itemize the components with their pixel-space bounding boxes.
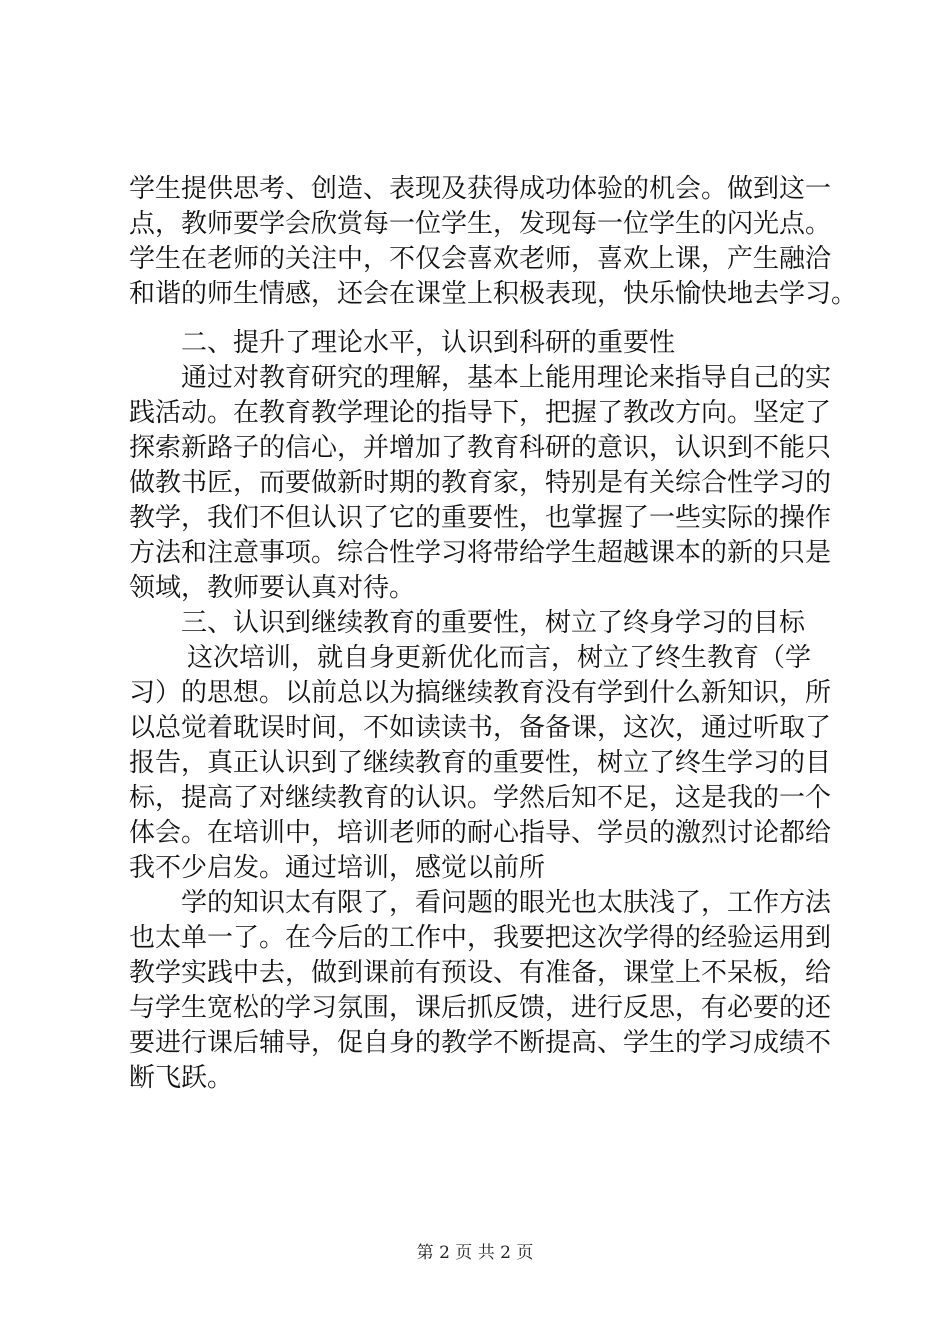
text-line: 这次培训，就自身更新优化而言，树立了终生教育（学: [187, 643, 812, 673]
text-line: 教学实践中去，做到课前有预设、有准备，课堂上不呆板，给: [129, 958, 832, 988]
text-line: 践活动。在教育教学理论的指导下，把握了教改方向。坚定了: [129, 398, 832, 428]
text-line: 和谐的师生情感，还会在课堂上积极表现，快乐愉快地去学习。: [129, 279, 858, 309]
text-line: 教学，我们不但认识了它的重要性，也掌握了一些实际的操作: [129, 503, 832, 533]
section-heading: 三、认识到继续教育的重要性，树立了终身学习的目标: [181, 608, 806, 638]
text-line: 断飞跃。: [129, 1063, 234, 1093]
text-line: 学生提供思考、创造、表现及获得成功体验的机会。做到这一: [129, 174, 832, 204]
paragraph-4: [129, 886, 849, 1096]
text-line: 报告，真正认识到了继续教育的重要性，树立了终生学习的目: [129, 748, 832, 778]
page-footer: 第 2 页 共 2 页: [416, 1243, 534, 1263]
paragraph-1: [129, 172, 858, 312]
text-line: 做教书匠，而要做新时期的教育家，特别是有关综合性学习的: [129, 468, 832, 498]
text-line: 学生在老师的关注中，不仅会喜欢老师，喜欢上课，产生融洽: [129, 244, 832, 274]
section-heading: 二、提升了理论水平，认识到科研的重要性: [181, 328, 676, 358]
section-3: [129, 606, 849, 886]
text-line: 与学生宽松的学习氛围，课后抓反馈，进行反思，有必要的还: [129, 993, 832, 1023]
text-line: 点，教师要学会欣赏每一位学生，发现每一位学生的闪光点。: [129, 209, 832, 239]
text-line: 方法和注意事项。综合性学习将带给学生超越课本的新的只是: [129, 538, 832, 568]
text-line: 以总觉着耽误时间，不如读读书，备备课，这次，通过听取了: [129, 713, 832, 743]
text-line: 习）的思想。以前总以为搞继续教育没有学到什么新知识，所: [129, 678, 832, 708]
text-line: 也太单一了。在今后的工作中，我要把这次学得的经验运用到: [129, 923, 832, 953]
text-line: 探索新路子的信心，并增加了教育科研的意识，认识到不能只: [129, 433, 832, 463]
section-2: [129, 326, 849, 606]
text-line: 学的知识太有限了，看问题的眼光也太肤浅了，工作方法: [181, 888, 832, 918]
text-line: 标，提高了对继续教育的认识。学然后知不足，这是我的一个: [129, 783, 832, 813]
text-line: 体会。在培训中，培训老师的耐心指导、学员的激烈讨论都给: [129, 818, 832, 848]
text-line: 我不少启发。通过培训，感觉以前所: [129, 853, 546, 883]
text-line: 领域，教师要认真对待。: [129, 573, 416, 603]
text-line: 要进行课后辅导，促自身的教学不断提高、学生的学习成绩不: [129, 1028, 832, 1058]
text-line: 通过对教育研究的理解，基本上能用理论来指导自己的实: [181, 363, 832, 393]
